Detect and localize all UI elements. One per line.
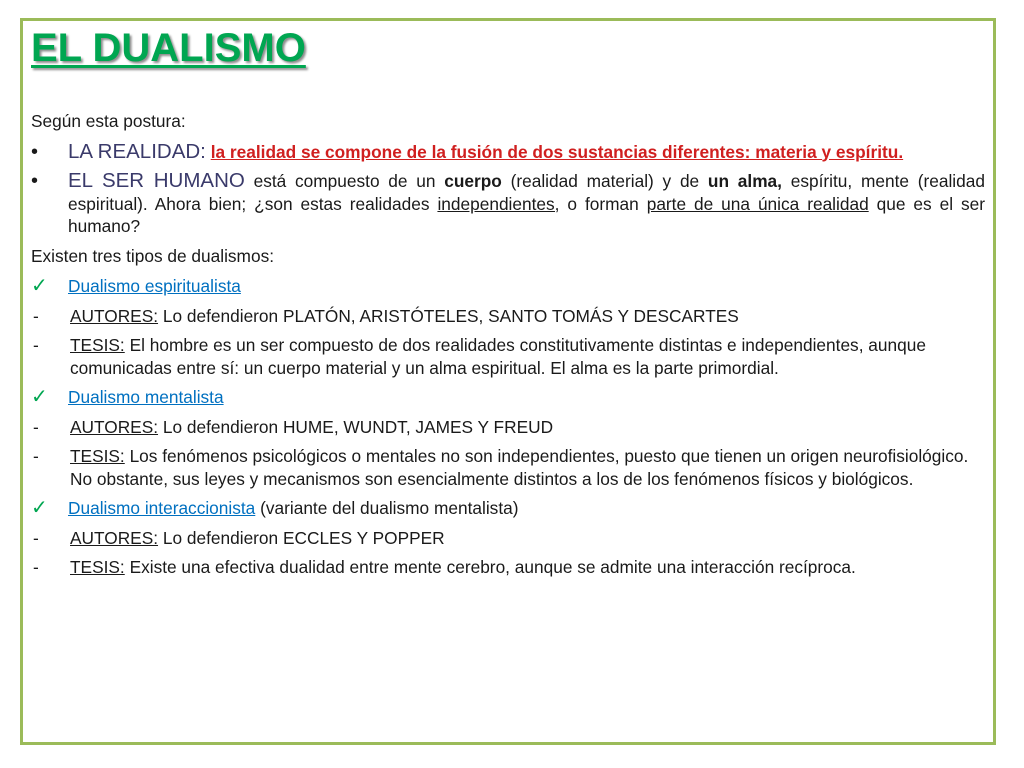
type-espiritualista	[31, 275, 985, 298]
dash-icon: -	[33, 416, 39, 437]
dash-icon: -	[33, 335, 39, 355]
dash-icon: -	[33, 557, 39, 577]
slide-title: EL DUALISMO	[31, 26, 306, 70]
link-dualismo-espiritualista[interactable]: Dualismo espiritualista	[68, 276, 241, 296]
bullet-dot-icon: •	[31, 170, 39, 192]
checkmark-icon: ✓	[31, 497, 48, 519]
checkmark-icon: ✓	[31, 275, 48, 297]
bullet-lead: LA REALIDAD:	[68, 139, 206, 163]
link-dualismo-interaccionista[interactable]: Dualismo interaccionista	[68, 498, 256, 518]
bullet-realidad	[31, 141, 985, 164]
autores-row: - AUTORES: Lo defendieron HUME, WUNDT, JAMES Y FREUD	[33, 416, 554, 437]
autores-row: - AUTORES: Lo defendieron PLATÓN, ARISTÓTELES, SANTO TOMÁS Y DESCARTES	[33, 305, 739, 326]
bullet-dot-icon: •	[31, 140, 39, 163]
intro-text: Según esta postura:	[31, 111, 186, 131]
link-dualismo-mentalista[interactable]: Dualismo mentalista	[68, 387, 224, 407]
type-interaccionista: ✓ Dualismo interaccionista (variante del dualismo mentalista)	[31, 497, 519, 519]
dash-icon: -	[33, 305, 39, 326]
highlight-text: la realidad se compone de la fusión de dos sustancias diferentes: materia y espíritu.	[210, 141, 904, 162]
types-intro: Existen tres tipos de dualismos:	[31, 245, 275, 266]
checkmark-icon: ✓	[31, 386, 48, 408]
tesis-row: - TESIS: Existe una efectiva dualidad entre mente cerebro, aunque se admite una interacción recíproca.	[33, 557, 856, 577]
autores-row: - AUTORES: Lo defendieron ECCLES Y POPPER	[33, 527, 445, 548]
type-mentalista	[31, 386, 985, 409]
tesis-row: - TESIS: El hombre es un ser compuesto de dos realidades constitutivamente distintas e independientes, aunque comunicadas entre sí: un cuerpo material y un alma espiritual. El alma es la parte primordial.	[33, 335, 926, 378]
slide-content	[31, 110, 985, 586]
tesis-row: - TESIS: Los fenómenos psicológicos o mentales no son independientes, puesto que tienen un origen neurofisiológico. No obstante, sus leyes y mecanismos son esencialmente distintos a los de los fenómenos físicos y biológicos.	[33, 446, 969, 489]
dash-icon: -	[33, 446, 39, 466]
dash-icon: -	[33, 527, 39, 548]
bullet-ser-humano: • EL SER HUMANO está compuesto de un cuerpo (realidad material) y de un alma, espíritu, mente (realidad espiritual). Ahora bien; ¿son estas realidades independientes, o forman parte de una única realidad que es el ser humano?	[31, 169, 985, 236]
bullet-lead: EL SER HUMANO	[68, 169, 245, 192]
